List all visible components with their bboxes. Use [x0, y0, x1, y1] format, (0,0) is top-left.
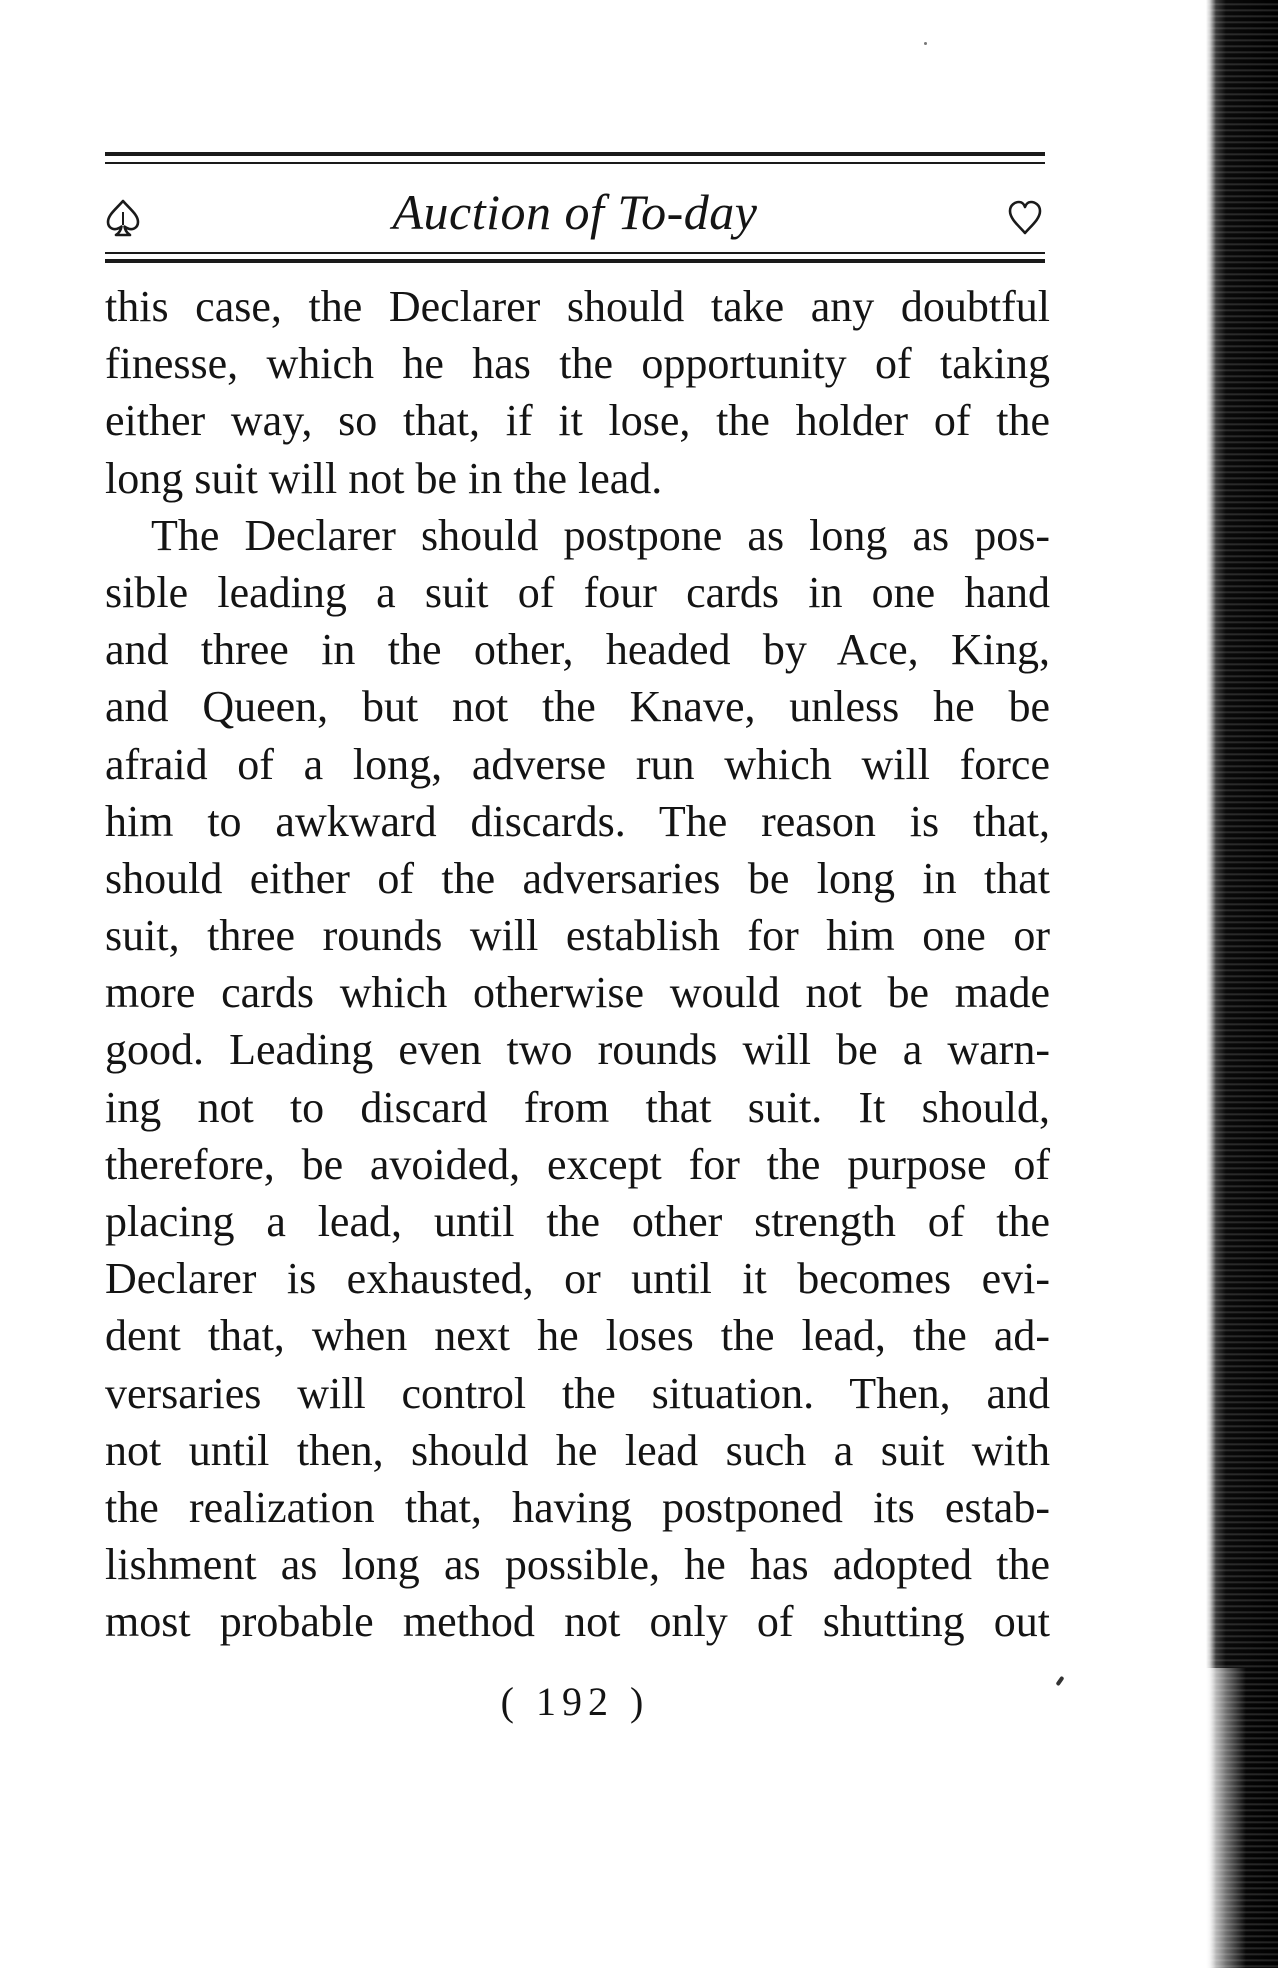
heart-outline-icon	[1007, 198, 1043, 238]
scan-speck	[924, 42, 927, 45]
paragraph-1	[105, 278, 1050, 507]
header-rule-top-thick	[105, 152, 1045, 156]
text-line: most probable method not only of shutting out	[105, 1597, 1050, 1647]
header-rule-bottom-thick	[105, 259, 1045, 263]
text-line: him to awkward discards. The reason is that,	[105, 796, 1050, 846]
text-line: suit, three rounds will establish for him one or	[105, 911, 1050, 961]
text-line: therefore, be avoided, except for the purpose of	[105, 1139, 1050, 1189]
text-line: lishment as long as possible, he has adopted the	[105, 1540, 1050, 1590]
running-title: Auction of To-day	[392, 184, 758, 240]
text-line: dent that, when next he loses the lead, the ad-	[105, 1311, 1050, 1361]
scan-binding-edge	[1206, 0, 1278, 1968]
running-head	[105, 178, 1045, 248]
text-line: finesse, which he has the opportunity of taking	[105, 339, 1050, 389]
text-line: placing a lead, until the other strength of the	[105, 1197, 1050, 1246]
text-line: either way, so that, if it lose, the holder of the	[105, 396, 1050, 446]
text-line: and three in the other, headed by Ace, King,	[105, 625, 1050, 675]
text-line: The Declarer should postpone as long as pos-	[151, 510, 1050, 560]
text-line: good. Leading even two rounds will be a warn-	[105, 1025, 1050, 1075]
text-line: sible leading a suit of four cards in one hand	[105, 567, 1050, 617]
scan-speck	[1055, 1676, 1064, 1686]
text-line: not until then, should he lead such a suit with	[105, 1425, 1050, 1475]
text-line: Declarer is exhausted, or until it becomes evi-	[105, 1254, 1050, 1304]
body-text	[105, 278, 1050, 1651]
header-rule-bottom-thin	[105, 252, 1045, 254]
text-line: afraid of a long, adverse run which will force	[105, 739, 1050, 789]
page-number: ( 192 )	[500, 1679, 650, 1724]
text-line: versaries will control the situation. Then, and	[105, 1368, 1050, 1418]
text-line: should either of the adversaries be long in that	[105, 853, 1050, 903]
text-line: the realization that, having postponed its estab-	[105, 1482, 1050, 1532]
text-line: this case, the Declarer should take any doubtful	[105, 282, 1050, 331]
text-line: ing not to discard from that suit. It should,	[105, 1082, 1050, 1132]
header-rule-top-thin	[105, 162, 1045, 164]
paragraph-2	[105, 507, 1050, 1651]
text-line: and Queen, but not the Knave, unless he be	[105, 682, 1050, 732]
text-line: more cards which otherwise would not be made	[105, 968, 1050, 1018]
binding-edge-fade	[1206, 1668, 1246, 1968]
text-line: long suit will not be in the lead.	[105, 453, 663, 503]
